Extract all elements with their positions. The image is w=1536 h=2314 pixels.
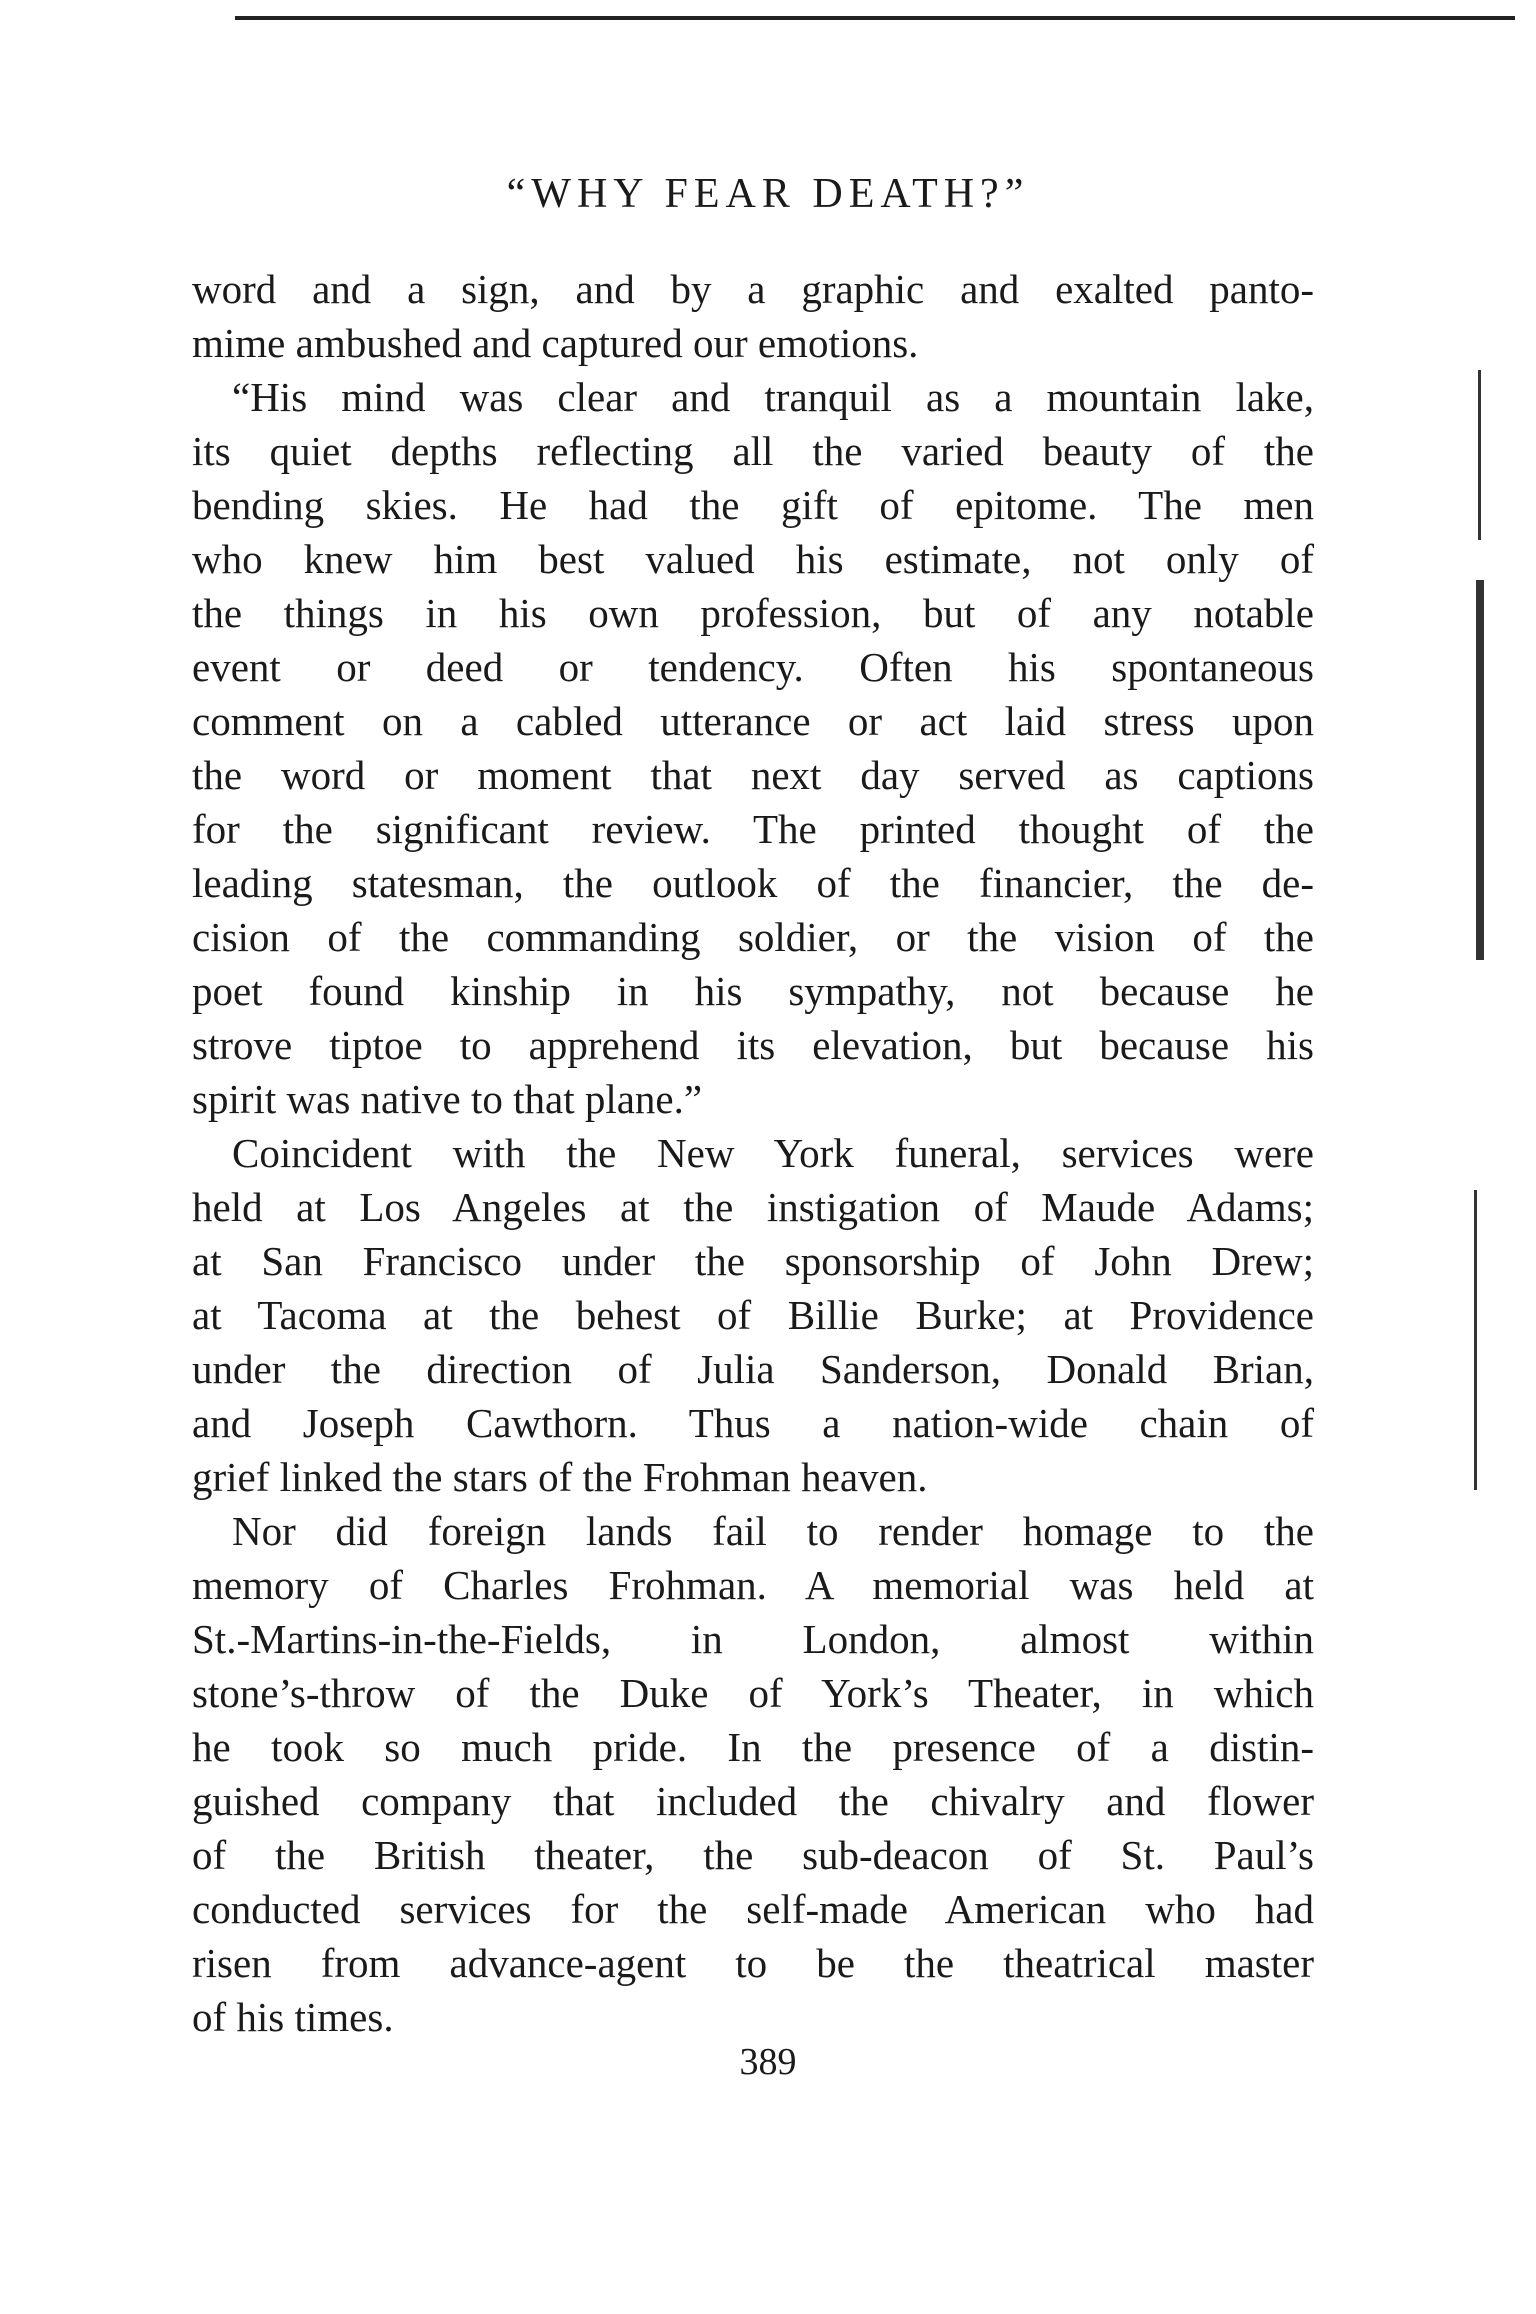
- text-line: Coincident with the New York funeral, services were: [232, 1130, 1314, 1176]
- text-line: he took so much pride. In the presence of a distin-: [192, 1724, 1314, 1770]
- text-line: word and a sign, and by a graphic and exalted panto-: [192, 266, 1314, 312]
- text-line: “His mind was clear and tranquil as a mountain lake,: [232, 374, 1314, 420]
- scan-edge-mark: [1478, 370, 1481, 540]
- paragraph: [192, 262, 1314, 370]
- text-line: conducted services for the self-made American who had: [192, 1886, 1314, 1932]
- text-line: mime ambushed and captured our emotions.: [192, 320, 919, 366]
- text-line: spirit was native to that plane.”: [192, 1076, 703, 1122]
- text-line: stone’s-throw of the Duke of York’s Theater, in which: [192, 1670, 1314, 1716]
- paragraph: [192, 1126, 1314, 1504]
- text-line: for the significant review. The printed thought of the: [192, 806, 1314, 852]
- text-line: memory of Charles Frohman. A memorial was held at: [192, 1562, 1314, 1608]
- text-line: Nor did foreign lands fail to render homage to the: [232, 1508, 1314, 1554]
- text-line: of his times.: [192, 1994, 394, 2040]
- text-line: comment on a cabled utterance or act laid stress upon: [192, 698, 1314, 744]
- text-line: of the British theater, the sub-deacon of St. Paul’s: [192, 1832, 1314, 1878]
- text-line: held at Los Angeles at the instigation of Maude Adams;: [192, 1184, 1314, 1230]
- text-line: event or deed or tendency. Often his spontaneous: [192, 644, 1314, 690]
- body-text: [192, 262, 1314, 2044]
- text-line: its quiet depths reflecting all the varied beauty of the: [192, 428, 1314, 474]
- text-line: and Joseph Cawthorn. Thus a nation-wide chain of: [192, 1400, 1314, 1446]
- running-header: “WHY FEAR DEATH?”: [506, 171, 1030, 217]
- text-line: the word or moment that next day served as captions: [192, 752, 1314, 798]
- text-line: cision of the commanding soldier, or the vision of the: [192, 914, 1314, 960]
- scan-edge-mark: [1474, 1190, 1477, 1490]
- page-number: 389: [739, 2041, 797, 2083]
- paragraph: [192, 1504, 1314, 2044]
- top-rule: [235, 16, 1515, 20]
- text-line: guished company that included the chivalry and flower: [192, 1778, 1314, 1824]
- text-line: strove tiptoe to apprehend its elevation, but because his: [192, 1022, 1314, 1068]
- text-line: leading statesman, the outlook of the financier, the de-: [192, 860, 1314, 906]
- text-line: St.-Martins-in-the-Fields, in London, almost within: [192, 1616, 1314, 1662]
- text-line: bending skies. He had the gift of epitome. The men: [192, 482, 1314, 528]
- text-line: who knew him best valued his estimate, not only of: [192, 536, 1314, 582]
- text-line: at Tacoma at the behest of Billie Burke; at Providence: [192, 1292, 1314, 1338]
- scan-edge-mark: [1476, 580, 1484, 960]
- text-line: grief linked the stars of the Frohman heaven.: [192, 1454, 928, 1500]
- text-line: risen from advance-agent to be the theatrical master: [192, 1940, 1314, 1986]
- text-line: under the direction of Julia Sanderson, Donald Brian,: [192, 1346, 1314, 1392]
- paragraph: [192, 370, 1314, 1126]
- text-line: poet found kinship in his sympathy, not because he: [192, 968, 1314, 1014]
- text-line: the things in his own profession, but of any notable: [192, 590, 1314, 636]
- text-line: at San Francisco under the sponsorship of John Drew;: [192, 1238, 1314, 1284]
